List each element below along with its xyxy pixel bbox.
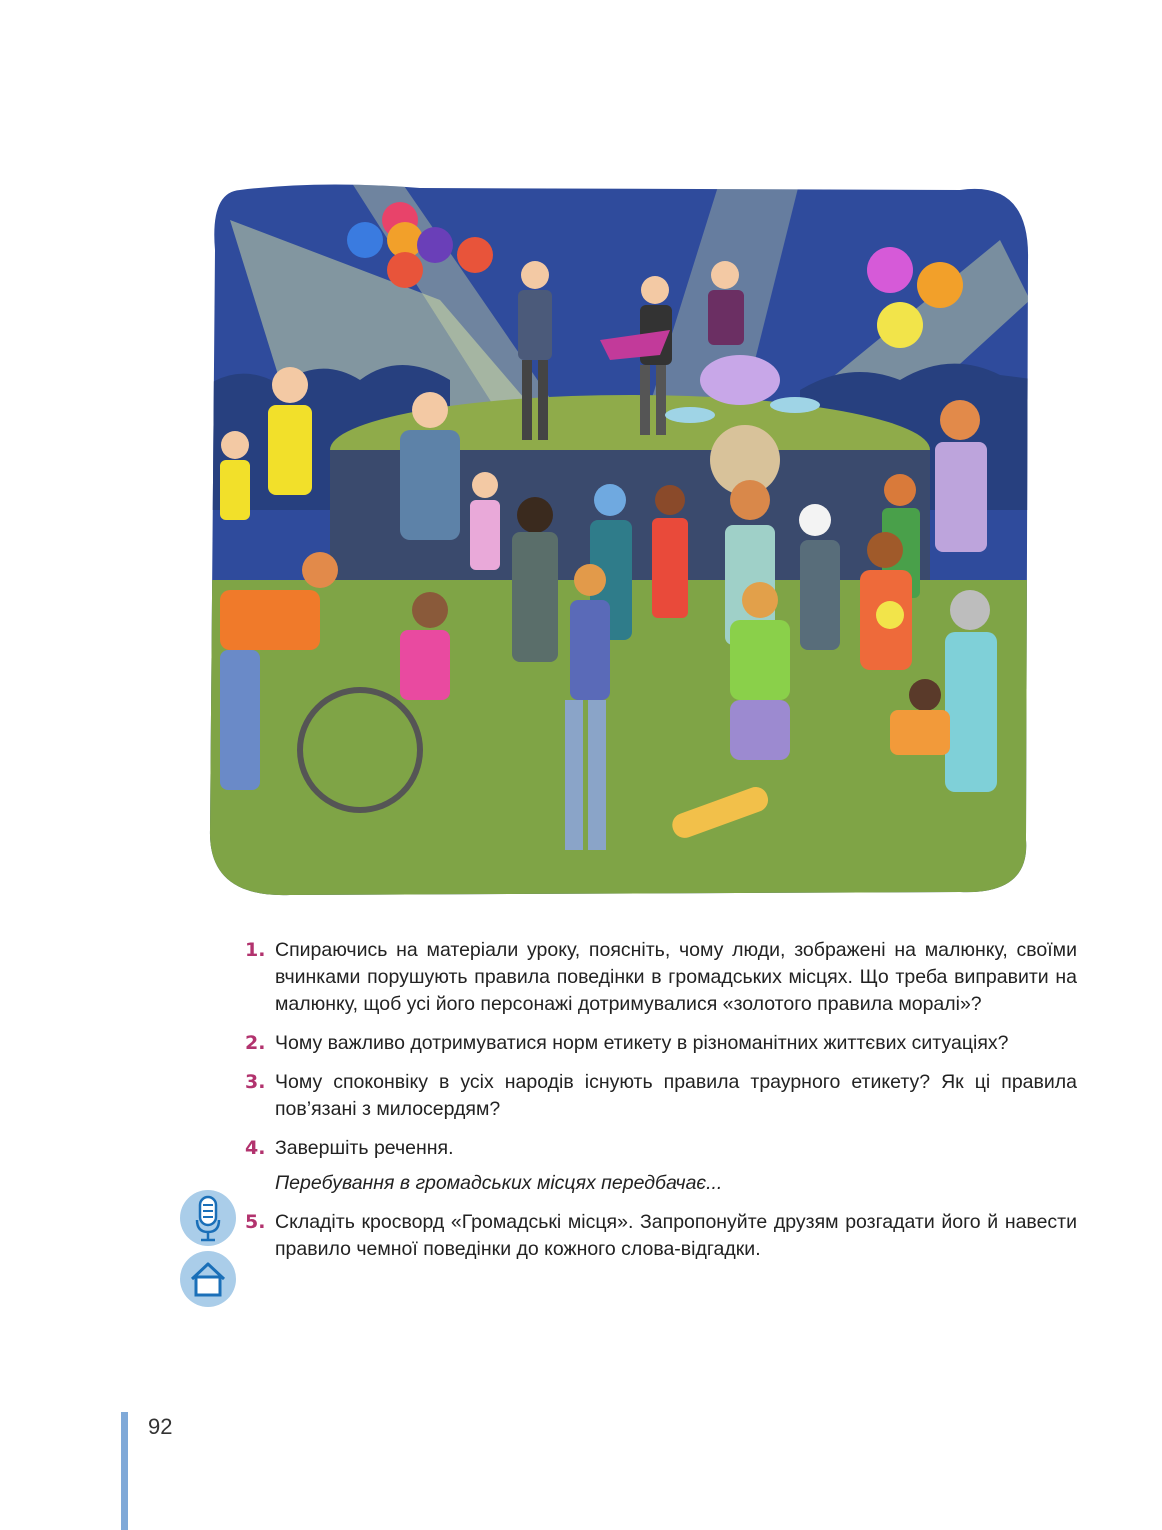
task-item [245, 1069, 1077, 1123]
balloon [867, 247, 913, 293]
concert-illustration [200, 180, 1040, 900]
task-text: Спираючись на матеріали уроку, поясніть, чому люди, зображені на малюнку, своїми вчинками порушують правила поведінки в громадських місцях. Що треба виправити на малюнку, щоб усі його персонажі дотримувалися «золотого правила моралі»? [275, 939, 1077, 1015]
task-number: 4. [245, 1137, 266, 1159]
task-item [245, 1030, 1077, 1057]
task-item [245, 937, 1077, 1018]
task-content [275, 1135, 1077, 1197]
task-number: 1. [245, 939, 266, 961]
task-italic-prompt: Перебування в громадських місцях передбачає... [275, 1172, 723, 1194]
balloon [417, 227, 453, 263]
balloon [457, 237, 493, 273]
balloon [877, 302, 923, 348]
task-list [245, 937, 1077, 1275]
house-icon [180, 1251, 236, 1307]
task-text: Чому важливо дотримуватися норм етикету в різноманітних життєвих ситуаціях? [275, 1032, 1009, 1054]
microphone-icon [180, 1190, 236, 1246]
balloon [917, 262, 963, 308]
page-number: 92 [148, 1414, 173, 1439]
task-text: Чому споконвіку в усіх народів існують правила траурного етикету? Як ці правила пов’язані з милосердям? [275, 1071, 1077, 1120]
page-margin-bar [121, 1412, 128, 1530]
balloon [347, 222, 383, 258]
balloon [387, 252, 423, 288]
task-number: 5. [245, 1211, 266, 1233]
task-text: Складіть кросворд «Громадські місця». Запропонуйте друзям розгадати його й навести правило чемної поведінки до кожного слова-відгадки. [275, 1211, 1077, 1260]
task-item [245, 1209, 1077, 1263]
task-number: 3. [245, 1071, 266, 1093]
task-item [245, 1135, 1077, 1197]
task-number: 2. [245, 1032, 266, 1054]
task-text: Завершіть речення. [275, 1137, 454, 1159]
